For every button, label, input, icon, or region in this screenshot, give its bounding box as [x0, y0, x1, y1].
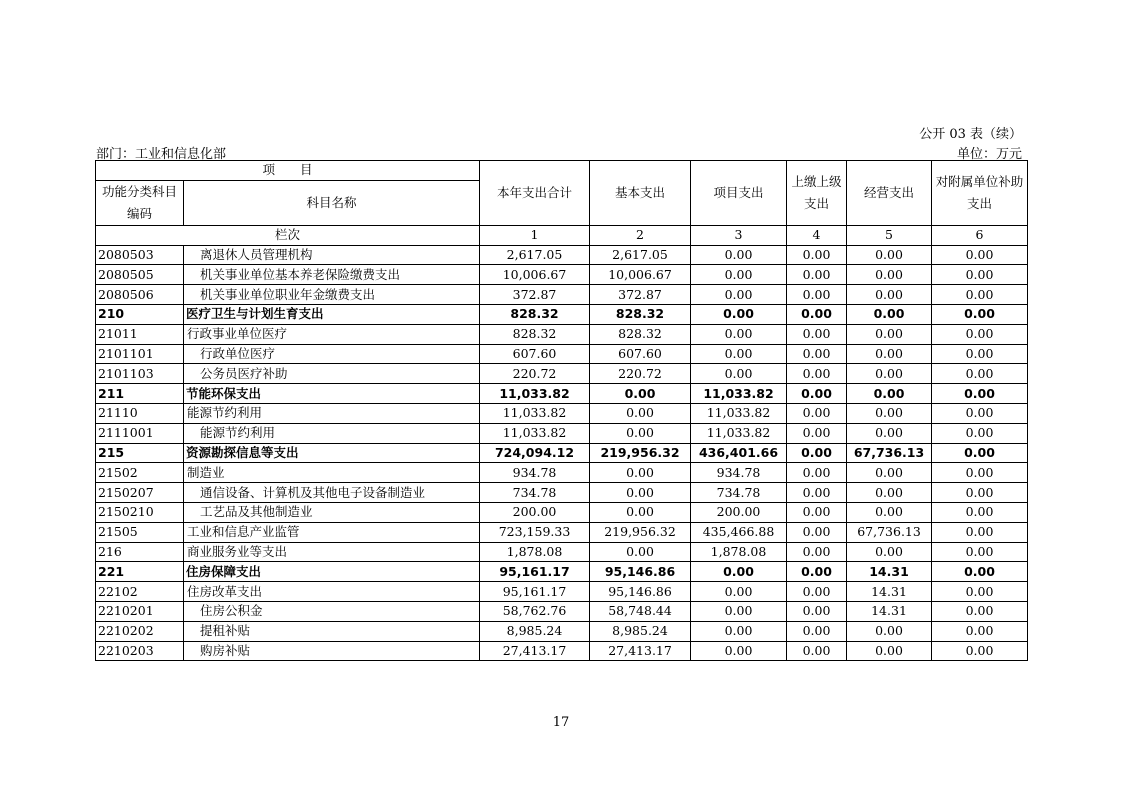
- row-value: 11,033.82: [480, 403, 590, 423]
- row-value: 11,033.82: [691, 403, 787, 423]
- table-row: [96, 364, 1028, 384]
- row-name: 住房改革支出: [184, 582, 480, 602]
- row-value: 0.00: [847, 423, 932, 443]
- table-row: [96, 384, 1028, 404]
- row-value: 0.00: [691, 364, 787, 384]
- row-value: 0.00: [691, 621, 787, 641]
- row-value: 0.00: [787, 601, 847, 621]
- business-header: 经营支出: [847, 161, 932, 226]
- row-value: 0.00: [691, 324, 787, 344]
- project-header: 项目支出: [691, 161, 787, 226]
- row-code: 2111001: [96, 423, 184, 443]
- row-value: 0.00: [787, 304, 847, 324]
- row-code: 221: [96, 562, 184, 582]
- expenditure-table: [95, 160, 1028, 661]
- row-code: 2101101: [96, 344, 184, 364]
- row-value: 11,033.82: [691, 423, 787, 443]
- row-value: 0.00: [787, 542, 847, 562]
- row-value: 8,985.24: [480, 621, 590, 641]
- row-value: 724,094.12: [480, 443, 590, 463]
- row-value: 10,006.67: [590, 265, 691, 285]
- row-value: 1,878.08: [691, 542, 787, 562]
- row-value: 0.00: [932, 542, 1028, 562]
- row-name: 工艺品及其他制造业: [184, 502, 480, 522]
- row-code: 216: [96, 542, 184, 562]
- row-value: 0.00: [847, 265, 932, 285]
- row-value: 27,413.17: [590, 641, 691, 661]
- row-value: 734.78: [480, 483, 590, 503]
- row-value: 372.87: [480, 285, 590, 305]
- row-value: 10,006.67: [480, 265, 590, 285]
- row-code: 2210203: [96, 641, 184, 661]
- row-value: 0.00: [787, 502, 847, 522]
- row-value: 607.60: [590, 344, 691, 364]
- table-row: [96, 403, 1028, 423]
- row-value: 828.32: [480, 324, 590, 344]
- seq-2: 2: [590, 225, 691, 245]
- row-value: 58,748.44: [590, 601, 691, 621]
- row-name: 能源节约利用: [184, 423, 480, 443]
- table-row: [96, 423, 1028, 443]
- row-value: 0.00: [847, 403, 932, 423]
- row-value: 0.00: [787, 582, 847, 602]
- row-code: 21505: [96, 522, 184, 542]
- seq-4: 4: [787, 225, 847, 245]
- row-value: 0.00: [847, 621, 932, 641]
- row-value: 219,956.32: [590, 443, 691, 463]
- row-code: 21011: [96, 324, 184, 344]
- table-row: [96, 324, 1028, 344]
- row-value: 11,033.82: [480, 423, 590, 443]
- row-name: 行政单位医疗: [184, 344, 480, 364]
- row-value: 372.87: [590, 285, 691, 305]
- row-name: 购房补贴: [184, 641, 480, 661]
- seq-1: 1: [480, 225, 590, 245]
- row-value: 0.00: [787, 364, 847, 384]
- seq-label: 栏次: [96, 225, 480, 245]
- row-value: 0.00: [691, 265, 787, 285]
- row-value: 95,161.17: [480, 582, 590, 602]
- row-value: 435,466.88: [691, 522, 787, 542]
- basic-header: 基本支出: [590, 161, 691, 226]
- row-name: 提租补贴: [184, 621, 480, 641]
- row-name: 医疗卫生与计划生育支出: [184, 304, 480, 324]
- row-name: 通信设备、计算机及其他电子设备制造业: [184, 483, 480, 503]
- row-value: 0.00: [691, 304, 787, 324]
- row-code: 215: [96, 443, 184, 463]
- row-name: 制造业: [184, 463, 480, 483]
- row-code: 2210201: [96, 601, 184, 621]
- row-value: 0.00: [932, 601, 1028, 621]
- row-code: 2080506: [96, 285, 184, 305]
- table-row: [96, 502, 1028, 522]
- row-value: 14.31: [847, 562, 932, 582]
- upper-header: 上缴上级支出: [787, 161, 847, 226]
- row-value: 0.00: [590, 423, 691, 443]
- page-number: 17: [552, 715, 570, 730]
- row-name: 工业和信息产业监管: [184, 522, 480, 542]
- row-code: 2210202: [96, 621, 184, 641]
- row-code: 210: [96, 304, 184, 324]
- row-value: 11,033.82: [480, 384, 590, 404]
- row-value: 0.00: [691, 582, 787, 602]
- row-code: 21502: [96, 463, 184, 483]
- row-value: 0.00: [590, 463, 691, 483]
- row-name: 商业服务业等支出: [184, 542, 480, 562]
- table-row: [96, 304, 1028, 324]
- row-value: 0.00: [847, 304, 932, 324]
- table-row: [96, 522, 1028, 542]
- row-value: 734.78: [691, 483, 787, 503]
- row-name: 能源节约利用: [184, 403, 480, 423]
- row-code: 211: [96, 384, 184, 404]
- row-value: 220.72: [590, 364, 691, 384]
- row-name: 住房公积金: [184, 601, 480, 621]
- row-value: 0.00: [787, 641, 847, 661]
- seq-row: [96, 225, 1028, 245]
- row-value: 2,617.05: [590, 245, 691, 265]
- row-value: 0.00: [932, 344, 1028, 364]
- row-value: 14.31: [847, 601, 932, 621]
- row-value: 0.00: [932, 265, 1028, 285]
- row-value: 1,878.08: [480, 542, 590, 562]
- row-value: 8,985.24: [590, 621, 691, 641]
- row-value: 0.00: [847, 364, 932, 384]
- table-row: [96, 641, 1028, 661]
- row-name: 公务员医疗补助: [184, 364, 480, 384]
- row-value: 828.32: [480, 304, 590, 324]
- row-name: 离退休人员管理机构: [184, 245, 480, 265]
- total-header: 本年支出合计: [480, 161, 590, 226]
- row-value: 436,401.66: [691, 443, 787, 463]
- row-value: 0.00: [847, 463, 932, 483]
- row-value: 95,146.86: [590, 582, 691, 602]
- row-value: 200.00: [691, 502, 787, 522]
- table-row: [96, 542, 1028, 562]
- row-value: 0.00: [787, 245, 847, 265]
- table-row: [96, 562, 1028, 582]
- row-value: 14.31: [847, 582, 932, 602]
- seq-6: 6: [932, 225, 1028, 245]
- row-value: 0.00: [932, 245, 1028, 265]
- row-value: 0.00: [691, 601, 787, 621]
- row-name: 行政事业单位医疗: [184, 324, 480, 344]
- row-code: 2080505: [96, 265, 184, 285]
- row-value: 2,617.05: [480, 245, 590, 265]
- row-name: 资源勘探信息等支出: [184, 443, 480, 463]
- row-value: 0.00: [847, 344, 932, 364]
- row-code: 2150210: [96, 502, 184, 522]
- row-value: 0.00: [932, 403, 1028, 423]
- row-value: 0.00: [787, 324, 847, 344]
- row-code: 2080503: [96, 245, 184, 265]
- row-value: 0.00: [691, 562, 787, 582]
- row-value: 0.00: [787, 621, 847, 641]
- row-value: 934.78: [691, 463, 787, 483]
- row-value: 0.00: [847, 245, 932, 265]
- row-value: 0.00: [932, 621, 1028, 641]
- row-value: 0.00: [787, 384, 847, 404]
- table-row: [96, 245, 1028, 265]
- row-value: 0.00: [932, 304, 1028, 324]
- department-label: 部门：工业和信息化部: [96, 147, 227, 162]
- row-value: 0.00: [787, 344, 847, 364]
- row-code: 22102: [96, 582, 184, 602]
- row-name: 机关事业单位职业年金缴费支出: [184, 285, 480, 305]
- item-header: 项 目: [96, 161, 480, 181]
- table-row: [96, 443, 1028, 463]
- row-value: 828.32: [590, 324, 691, 344]
- row-value: 0.00: [932, 641, 1028, 661]
- table-row: [96, 285, 1028, 305]
- row-value: 0.00: [932, 582, 1028, 602]
- row-value: 0.00: [932, 483, 1028, 503]
- row-value: 0.00: [691, 245, 787, 265]
- row-name: 节能环保支出: [184, 384, 480, 404]
- row-value: 828.32: [590, 304, 691, 324]
- row-code: 2101103: [96, 364, 184, 384]
- row-value: 723,159.33: [480, 522, 590, 542]
- row-name: 机关事业单位基本养老保险缴费支出: [184, 265, 480, 285]
- row-name: 住房保障支出: [184, 562, 480, 582]
- row-value: 0.00: [847, 324, 932, 344]
- row-value: 0.00: [787, 285, 847, 305]
- unit-label: 单位：万元: [956, 147, 1022, 162]
- row-value: 0.00: [691, 641, 787, 661]
- row-value: 0.00: [847, 384, 932, 404]
- row-value: 0.00: [691, 344, 787, 364]
- row-value: 0.00: [932, 522, 1028, 542]
- row-value: 0.00: [932, 502, 1028, 522]
- seq-5: 5: [847, 225, 932, 245]
- row-value: 0.00: [590, 384, 691, 404]
- row-value: 0.00: [847, 502, 932, 522]
- seq-3: 3: [691, 225, 787, 245]
- row-value: 0.00: [787, 423, 847, 443]
- row-value: 0.00: [787, 483, 847, 503]
- row-value: 607.60: [480, 344, 590, 364]
- row-value: 95,146.86: [590, 562, 691, 582]
- row-value: 0.00: [590, 403, 691, 423]
- row-value: 0.00: [932, 443, 1028, 463]
- row-value: 0.00: [787, 562, 847, 582]
- table-body: [96, 245, 1028, 661]
- row-value: 67,736.13: [847, 522, 932, 542]
- row-code: 21110: [96, 403, 184, 423]
- row-code: 2150207: [96, 483, 184, 503]
- row-value: 0.00: [847, 542, 932, 562]
- row-value: 200.00: [480, 502, 590, 522]
- table-row: [96, 463, 1028, 483]
- row-value: 0.00: [787, 463, 847, 483]
- row-value: 934.78: [480, 463, 590, 483]
- row-value: 0.00: [847, 483, 932, 503]
- row-value: 0.00: [847, 285, 932, 305]
- row-value: 95,161.17: [480, 562, 590, 582]
- row-value: 0.00: [932, 463, 1028, 483]
- row-value: 0.00: [932, 324, 1028, 344]
- row-value: 0.00: [932, 384, 1028, 404]
- row-value: 219,956.32: [590, 522, 691, 542]
- row-value: 0.00: [787, 522, 847, 542]
- table-row: [96, 344, 1028, 364]
- row-value: 27,413.17: [480, 641, 590, 661]
- header-row-item: [96, 161, 1028, 181]
- row-value: 220.72: [480, 364, 590, 384]
- row-value: 0.00: [932, 364, 1028, 384]
- row-value: 0.00: [932, 562, 1028, 582]
- row-value: 67,736.13: [847, 443, 932, 463]
- row-value: 0.00: [787, 265, 847, 285]
- row-value: 0.00: [590, 483, 691, 503]
- row-value: 0.00: [590, 502, 691, 522]
- form-number: 公开 03 表（续）: [919, 127, 1022, 142]
- row-value: 58,762.76: [480, 601, 590, 621]
- name-header: 科目名称: [184, 180, 480, 225]
- table-row: [96, 621, 1028, 641]
- subsidy-header: 对附属单位补助支出: [932, 161, 1028, 226]
- row-value: 0.00: [847, 641, 932, 661]
- table-row: [96, 582, 1028, 602]
- row-value: 0.00: [932, 285, 1028, 305]
- row-value: 0.00: [691, 285, 787, 305]
- row-value: 0.00: [932, 423, 1028, 443]
- row-value: 11,033.82: [691, 384, 787, 404]
- row-value: 0.00: [590, 542, 691, 562]
- row-value: 0.00: [787, 443, 847, 463]
- table-row: [96, 483, 1028, 503]
- table-row: [96, 265, 1028, 285]
- row-value: 0.00: [787, 403, 847, 423]
- table-row: [96, 601, 1028, 621]
- code-header: 功能分类科目编码: [96, 180, 184, 225]
